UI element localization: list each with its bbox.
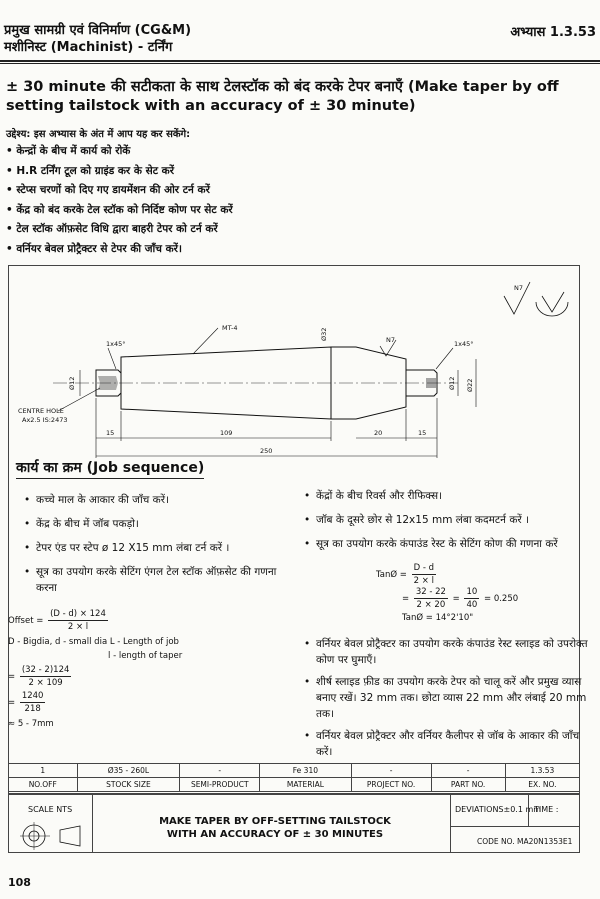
centre-hole-label: CENTRE HOLE	[18, 407, 64, 415]
tan-denominator: 2 × l	[413, 576, 434, 586]
dia-right1-label: Ø12	[448, 376, 456, 390]
calc1-numerator: (32 - 2)124	[21, 665, 70, 675]
job-step: • सूत्र का उपयोग करके सेटिंग एंगल टेल स्टॉक ऑफ़सेट की गणना करना	[24, 564, 294, 596]
job-sequence-left	[24, 492, 294, 604]
job-step: • टेपर एंड पर स्टेप ø 12 X15 mm लंबा टर्न करें ।	[24, 540, 294, 556]
table-header-cell: STOCK SIZE	[77, 778, 180, 792]
objectives-list	[6, 142, 566, 259]
dim-15-left: 15	[106, 429, 115, 437]
divider	[450, 793, 451, 853]
table-cell: 1	[9, 764, 78, 778]
drawing-title: MAKE TAPER BY OFF-SETTING TAILSTOCK WITH AN ACCURACY OF ± 30 MINUTES	[159, 816, 391, 840]
chamfer-right-label: 1x45°	[454, 340, 474, 348]
table-cell: Fe 310	[260, 764, 351, 778]
table-header-cell: MATERIAL	[260, 778, 351, 792]
job-step: • केंद्र के बीच में जॉब पकड़ो।	[24, 516, 294, 532]
job-step: • केंद्रों के बीच रिवर्स और रीफिक्स।	[304, 488, 588, 504]
header-divider	[0, 60, 600, 62]
divider	[450, 826, 580, 827]
dim-15-right: 15	[418, 429, 427, 437]
table-header-cell: NO.OFF	[9, 778, 78, 792]
dia-mid-label: Ø32	[320, 327, 328, 341]
table-header-cell: EX. NO.	[505, 778, 579, 792]
code-number: CODE NO. MA20N1353E1	[477, 837, 573, 846]
table-cell: -	[180, 764, 260, 778]
exercise-number: अभ्यास 1.3.53	[510, 25, 596, 40]
chamfer-left-label: 1x45°	[106, 340, 126, 348]
dim-250: 250	[260, 447, 273, 455]
dia-left-label: Ø12	[68, 376, 76, 390]
scale-label: SCALE NTS	[28, 805, 73, 814]
table-header-cell: PROJECT NO.	[351, 778, 431, 792]
job-step: • कच्चे माल के आकार की जाँच करें।	[24, 492, 294, 508]
tan2-denominator: 2 × 20	[416, 600, 446, 610]
objective-item: • स्टेप्स चरणों को दिए गए डायमेंशन की ओर टर्न करें	[6, 181, 566, 201]
header-title-line2: मशीनिस्ट (Machinist) - टर्निंग	[4, 40, 173, 55]
tan2-numerator: 32 - 22	[415, 587, 446, 597]
technical-drawing	[8, 266, 580, 461]
job-step: • जॉब के दूसरे छोर से 12x15 mm लंबा कदमटर्न करें ।	[304, 512, 588, 528]
job-step: • वर्नियर बेवल प्रोट्रैक्टर का उपयोग करके कंपाउंड रेस्ट स्लाइड को उपरोक्त कोण पर घुमाएँ।	[304, 636, 588, 668]
header-title	[4, 22, 191, 56]
header-divider-thin	[0, 63, 600, 64]
offset-calc-2: = $\frac{1240}{218}$	[8, 691, 44, 714]
calc2-numerator: 1240	[21, 691, 44, 701]
finish-mark-taper: N7	[386, 336, 395, 344]
finish-mark-top: N7	[514, 284, 523, 292]
centre-hole-spec: Ax2.5 IS:2473	[22, 416, 68, 424]
job-sequence-right-bottom	[304, 636, 588, 760]
job-step: • शीर्ष स्लाइड फ़ीड का उपयोग करके टेपर को चालू करें और प्रमुख व्यास बनाए रखें। 32 mm तक। छोटा व्यास 22 mm और लंबाई 20 mm तक।	[304, 674, 588, 722]
calc1-denominator: 2 × 109	[28, 678, 63, 688]
tan3-numerator: 10	[466, 587, 478, 597]
table-cell: -	[431, 764, 505, 778]
projection-symbol-icon	[20, 822, 84, 850]
job-step: • वर्नियर बेवल प्रोट्रैक्टर और वर्नियर कैलीपर से जॉब के आकार की जाँच करें।	[304, 728, 588, 760]
job-sequence-right-top	[304, 488, 588, 552]
objective-item: • केन्द्रों के बीच में कार्य को रोकें	[6, 142, 566, 162]
deviations-label: DEVIATIONS±0.1 mm	[455, 805, 542, 814]
calc2-denominator: 218	[24, 704, 41, 714]
offset-numerator: (D - d) × 124	[50, 609, 106, 619]
job-sequence-heading: कार्य का क्रम (Job sequence)	[16, 458, 204, 479]
formula-legend-2: l - length of taper	[108, 651, 183, 661]
tan-formula-1	[376, 562, 438, 587]
objective-item: • केंद्र को बंद करके टेल स्टॉक को निर्दिष्ट कोण पर सेट करें	[6, 201, 566, 221]
mt4-label: MT-4	[222, 324, 238, 332]
formula-legend-1: D - Bigdia, d - small dia L - Length of job	[8, 637, 179, 647]
table-cell: 1.3.53	[505, 764, 579, 778]
tan-numerator: D - d	[413, 563, 435, 573]
header-title-line1: प्रमुख सामग्री एवं विनिर्माण (CG&M)	[4, 23, 192, 38]
tan-result: TanØ = 14°2'10"	[402, 613, 474, 623]
table-row	[9, 764, 580, 778]
tan-label: TanØ =	[376, 570, 407, 580]
centre-hole-right	[426, 378, 436, 388]
table-header-cell: SEMI-PRODUCT	[180, 778, 260, 792]
objective-item: • H.R टर्निंग टूल को ग्राइंड कर के सेट करें	[6, 162, 566, 182]
offset-denominator: 2 × l	[67, 622, 89, 632]
offset-result: ≈ 5 - 7mm	[8, 719, 54, 729]
objective-item: • वर्नियर बेवल प्रोट्रैक्टर से टेपर की जाँच करें।	[6, 240, 566, 260]
tan-value: = 0.250	[484, 594, 519, 604]
offset-formula	[8, 608, 110, 633]
divider	[92, 793, 93, 853]
centre-hole-left	[98, 376, 118, 390]
dim-109: 109	[220, 429, 233, 437]
objective-item: • टेल स्टॉक ऑफ़सेट विधि द्वारा बाहरी टेपर को टर्न करें	[6, 220, 566, 240]
title-block-table	[8, 763, 580, 792]
offset-calc-1: = $\frac{(32 - 2)124}{2 \times 109}$	[8, 665, 70, 688]
tan3-denominator: 40	[466, 600, 478, 610]
page-title: ± 30 minute की सटीकता के साथ टेलस्टॉक को बंद करके टेपर बनाएँ (Make taper by off setting tailstock with an accuracy of ± 30 minute)	[6, 79, 559, 114]
table-row	[9, 778, 580, 792]
dim-20: 20	[374, 429, 383, 437]
tan-formula-2: = $\frac{32 - 22}{2 \times 20}$ = $\frac{10}{40}$ = 0.250	[402, 587, 519, 610]
page-number: 108	[8, 876, 31, 889]
objectives-heading: उद्देश्य: इस अभ्यास के अंत में आप यह कर सकेंगे:	[6, 129, 191, 140]
job-step: • सूत्र का उपयोग करके कंपाउंड रेस्ट के सेटिंग कोण की गणना करें	[304, 536, 588, 552]
time-label: TIME :	[534, 805, 559, 814]
table-header-cell: PART NO.	[431, 778, 505, 792]
table-cell: Ø35 - 260L	[77, 764, 180, 778]
dia-right2-label: Ø22	[466, 378, 474, 392]
offset-label: Offset =	[8, 616, 44, 626]
table-cell: -	[351, 764, 431, 778]
